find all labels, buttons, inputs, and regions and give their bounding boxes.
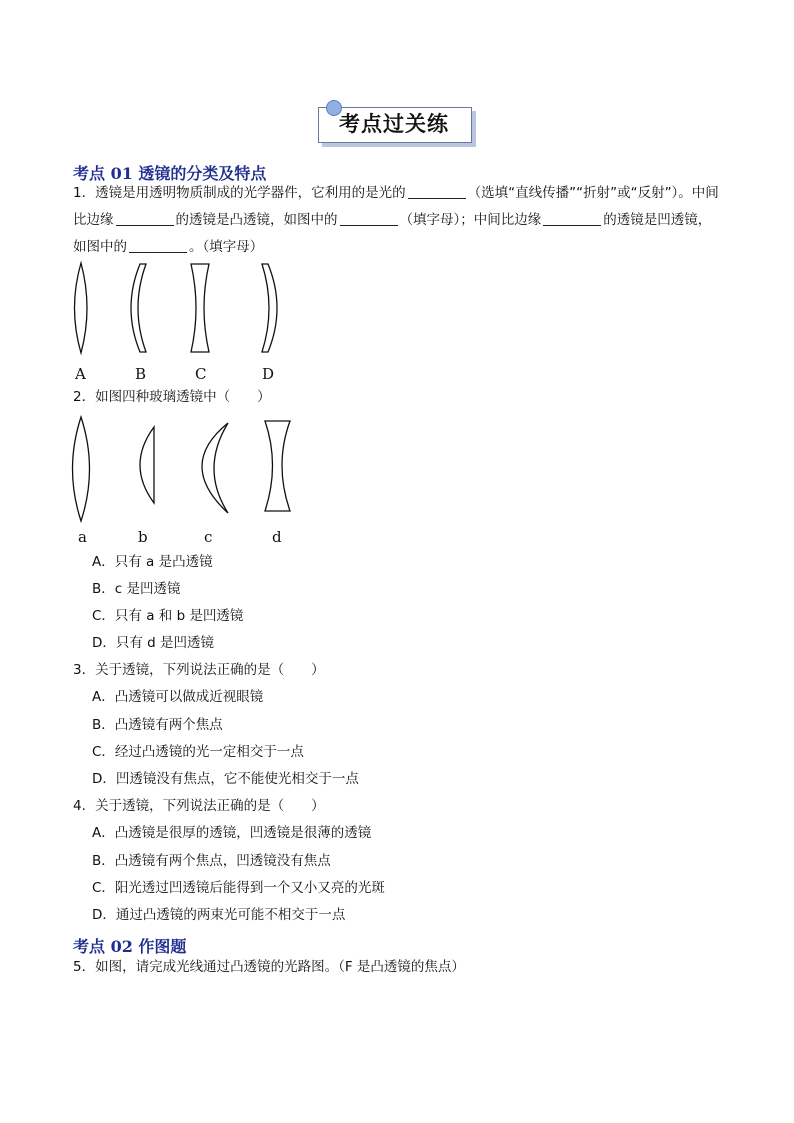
- q2-option-c[interactable]: C．只有 a 和 b 是凹透镜: [92, 608, 244, 624]
- lens-c-biconcave: [191, 264, 209, 352]
- section-heading-2: 考点 02 作图题: [73, 937, 187, 956]
- lens-c-meniscus: [202, 423, 228, 513]
- q1-label-a: A: [75, 365, 86, 383]
- q1-line-3: [73, 238, 263, 256]
- q2-label-b: b: [138, 528, 148, 546]
- q3-option-b[interactable]: B．凸透镜有两个焦点: [92, 717, 223, 733]
- q2-label-d: d: [272, 528, 282, 546]
- q1-label-d: D: [262, 365, 275, 383]
- lens-d-biconcave: [265, 421, 290, 511]
- q3-option-d[interactable]: D．凹透镜没有焦点，它不能使光相交于一点: [92, 771, 359, 787]
- q1-label-b: B: [135, 365, 147, 383]
- lens-d-concave-convex: [262, 264, 277, 352]
- lens-b-convex-concave: [131, 264, 146, 352]
- q1-text: 的透镜是凸透镜，如图中的: [175, 212, 338, 228]
- q1-text: 如图中的: [73, 239, 127, 255]
- q1-blank-3[interactable]: [340, 211, 398, 226]
- q3-option-a[interactable]: A．凸透镜可以做成近视眼镜: [92, 689, 264, 705]
- q1-label-c: C: [195, 365, 207, 383]
- lens-a-biconvex: [73, 417, 90, 521]
- q2-stem: 2．如图四种玻璃透镜中（ ）: [73, 389, 271, 405]
- q2-option-a[interactable]: A．只有 a 是凸透镜: [92, 554, 213, 570]
- q1-lens-figure: [64, 258, 294, 388]
- q1-text: 的透镜是凹透镜，: [603, 212, 712, 228]
- q5-stem: 5．如图，请完成光线通过凸透镜的光路图。（F 是凸透镜的焦点）: [73, 959, 465, 975]
- q2-label-c: c: [204, 528, 213, 546]
- q1-text: （填字母）；中间比边缘: [399, 212, 542, 228]
- q4-stem: 4．关于透镜，下列说法正确的是（ ）: [73, 798, 325, 814]
- q1-line-1: [73, 184, 719, 202]
- lens-b-plano-convex: [140, 427, 154, 503]
- q3-option-c[interactable]: C．经过凸透镜的光一定相交于一点: [92, 744, 304, 760]
- section-heading-1: 考点 01 透镜的分类及特点: [73, 164, 267, 183]
- q1-blank-1[interactable]: [408, 184, 466, 199]
- q1-blank-5[interactable]: [129, 238, 187, 253]
- q2-label-a: a: [78, 528, 87, 546]
- q1-blank-2[interactable]: [116, 211, 174, 226]
- q4-option-b[interactable]: B．凸透镜有两个焦点，凹透镜没有焦点: [92, 853, 331, 869]
- q1-line-2: [73, 211, 711, 229]
- q1-blank-4[interactable]: [543, 211, 601, 226]
- page-title: 考点过关练: [339, 112, 449, 136]
- q2-option-b[interactable]: B．c 是凹透镜: [92, 581, 181, 597]
- q4-option-c[interactable]: C．阳光透过凹透镜后能得到一个又小又亮的光斑: [92, 880, 385, 896]
- q1-text: 1．透镜是用透明物质制成的光学器件，它利用的是光的: [73, 185, 406, 201]
- q4-option-d[interactable]: D．通过凸透镜的两束光可能不相交于一点: [92, 907, 346, 923]
- q1-text: （选填“直线传播”“折射”或“反射”）。中间: [467, 185, 719, 201]
- q2-lens-figure: [64, 414, 304, 529]
- q2-option-d[interactable]: D．只有 d 是凹透镜: [92, 635, 215, 651]
- q1-text: 。（填字母）: [189, 239, 264, 255]
- q1-text: 比边缘: [73, 212, 114, 228]
- q4-option-a[interactable]: A．凸透镜是很厚的透镜，凹透镜是很薄的透镜: [92, 825, 372, 841]
- q3-stem: 3．关于透镜，下列说法正确的是（ ）: [73, 662, 325, 678]
- lens-a-biconvex: [75, 263, 88, 353]
